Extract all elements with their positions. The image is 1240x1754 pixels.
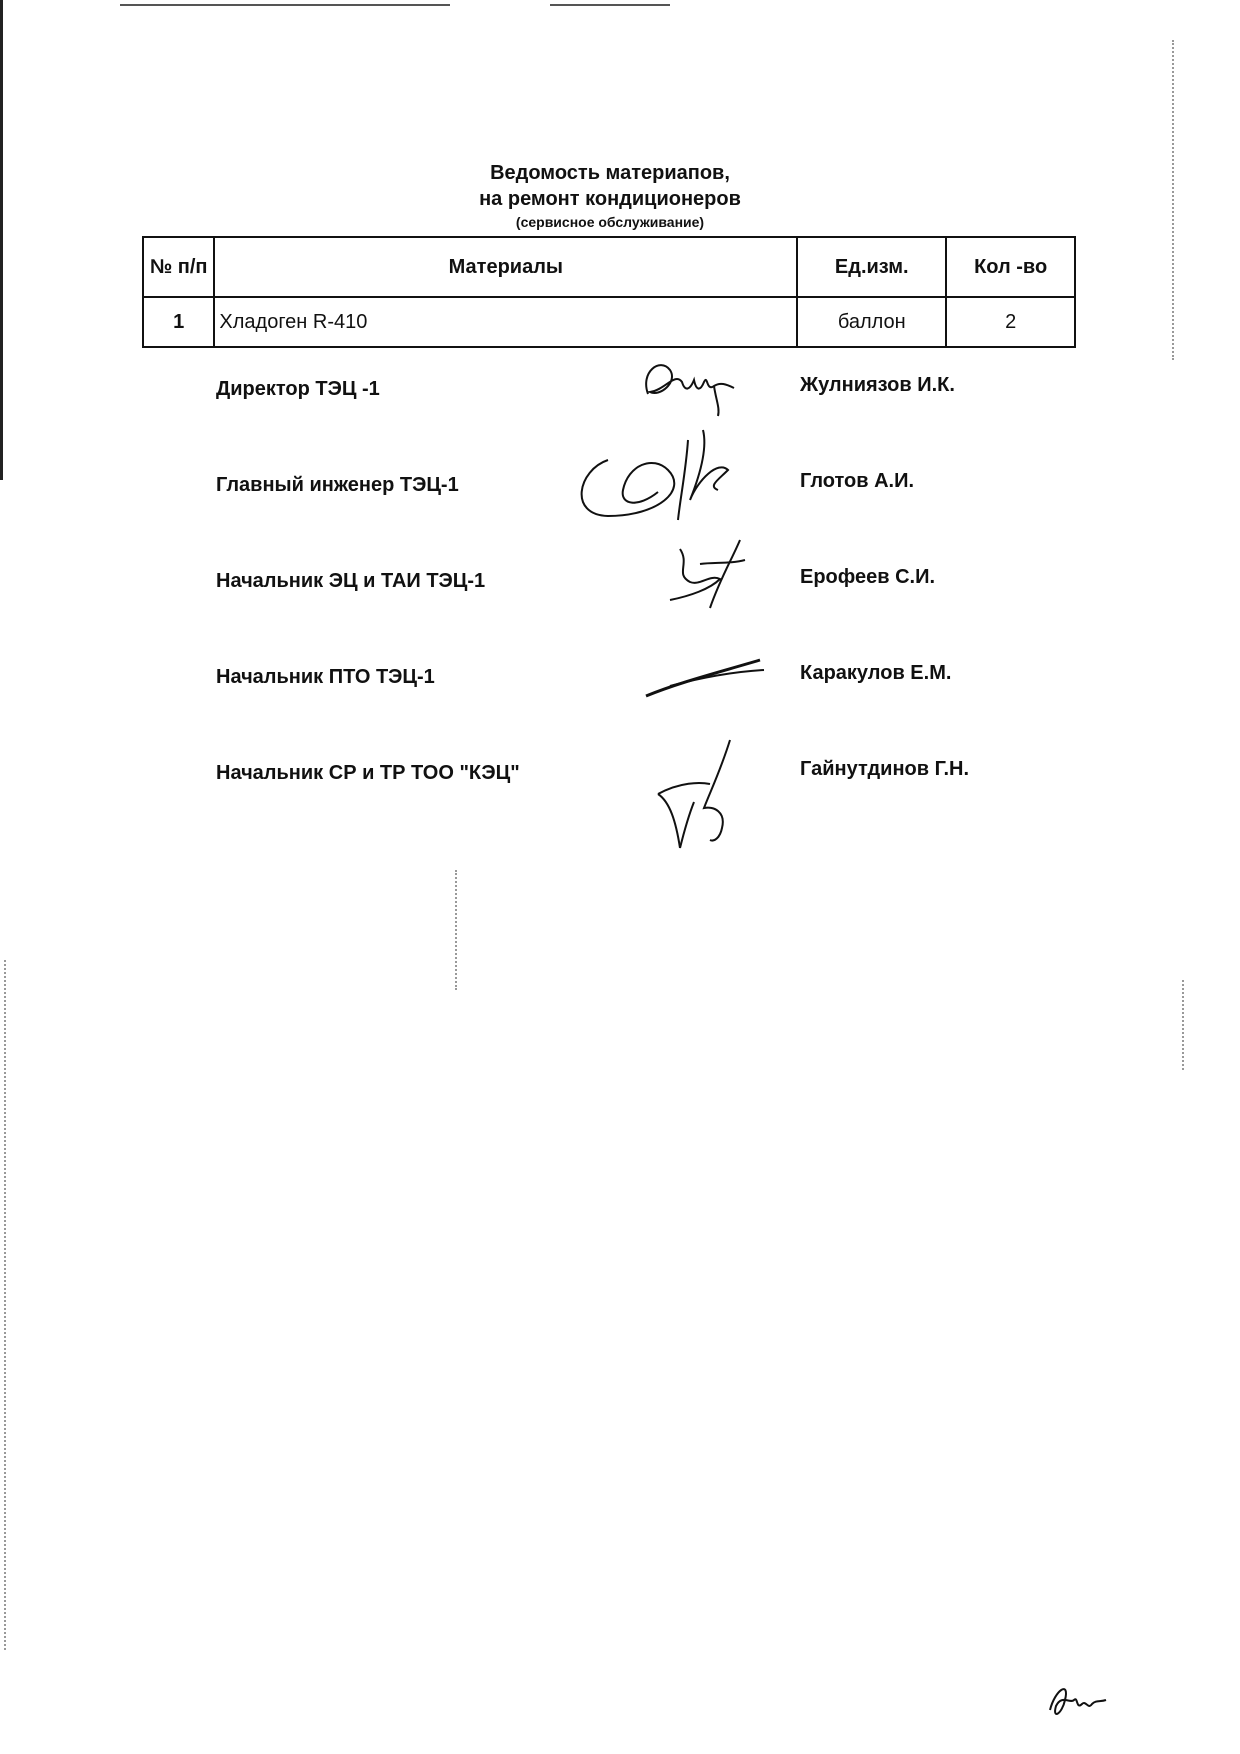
table-row	[143, 297, 1075, 347]
scan-dots-left	[4, 960, 8, 1650]
scan-dots-center	[455, 870, 459, 990]
header-num: № п/п	[143, 237, 214, 297]
handwritten-signature	[640, 652, 770, 702]
header-unit: Ед.изм.	[797, 237, 946, 297]
heading-note: (сервисное обслуживание)	[515, 214, 705, 230]
signature-title: Главный инженер ТЭЦ-1	[216, 474, 459, 496]
table-header-row	[143, 237, 1075, 297]
header-qty: Кол -во	[946, 237, 1075, 297]
handwritten-signature	[650, 732, 760, 852]
heading-title: Ведомость материапов,	[490, 162, 730, 184]
materials-table	[142, 236, 1076, 348]
cell-unit: баллон	[797, 297, 946, 347]
signature-name: Гайнутдинов Г.Н.	[800, 758, 970, 780]
scan-dots-right-2	[1182, 980, 1186, 1070]
signature-title: Начальник ПТО ТЭЦ-1	[216, 666, 435, 688]
cell-material: Хладоген R-410	[214, 297, 797, 347]
signature-row-chief-engineer	[0, 464, 1240, 554]
scan-top-line	[120, 4, 450, 6]
corner-initials-signature	[1040, 1670, 1120, 1730]
signature-title: Начальник СР и ТР ТОО "КЭЦ"	[216, 762, 520, 784]
signature-title: Начальник ЭЦ и ТАИ ТЭЦ-1	[216, 570, 486, 592]
cell-qty: 2	[946, 297, 1075, 347]
heading-subtitle: на ремонт кондиционеров	[479, 188, 741, 210]
handwritten-signature	[568, 420, 758, 530]
handwritten-signature	[660, 534, 760, 614]
signature-row-ec-head	[0, 560, 1240, 650]
scan-top-line-2	[550, 4, 670, 6]
signature-name: Глотов А.И.	[800, 470, 915, 492]
cell-num: 1	[143, 297, 214, 347]
signature-name: Ерофеев С.И.	[800, 566, 936, 588]
scan-dots-right	[1172, 40, 1176, 360]
signature-row-pto-head	[0, 656, 1240, 746]
signature-row-sr-tr-head	[0, 752, 1240, 842]
signature-name: Каракулов Е.М.	[800, 662, 952, 684]
header-material: Материалы	[214, 237, 797, 297]
handwritten-signature	[630, 352, 750, 422]
document-heading	[400, 160, 820, 232]
signature-name: Жулниязов И.К.	[800, 374, 955, 396]
signature-title: Директор ТЭЦ -1	[216, 378, 380, 400]
